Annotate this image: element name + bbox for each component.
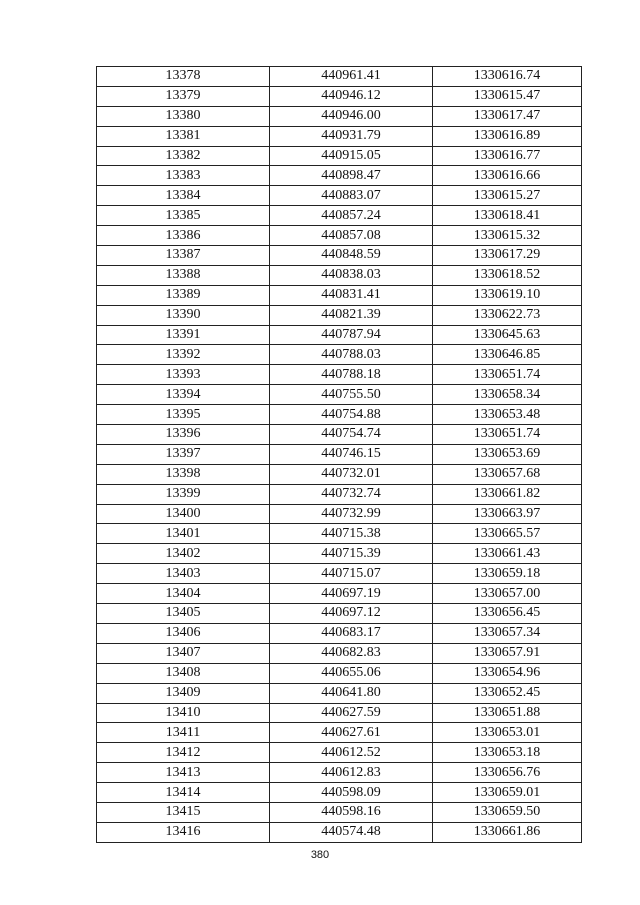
x-coordinate-cell: 440946.12	[270, 86, 433, 106]
table-row	[97, 365, 582, 385]
y-coordinate-cell: 1330618.41	[433, 206, 582, 226]
y-coordinate-cell: 1330616.77	[433, 146, 582, 166]
point-id-cell: 13391	[97, 325, 270, 345]
y-coordinate-cell: 1330657.68	[433, 464, 582, 484]
table-row	[97, 246, 582, 266]
y-coordinate-cell: 1330616.74	[433, 67, 582, 87]
x-coordinate-cell: 440627.59	[270, 703, 433, 723]
point-id-cell: 13398	[97, 464, 270, 484]
y-coordinate-cell: 1330616.66	[433, 166, 582, 186]
point-id-cell: 13386	[97, 226, 270, 246]
table-row	[97, 604, 582, 624]
y-coordinate-cell: 1330659.01	[433, 783, 582, 803]
table-row	[97, 385, 582, 405]
y-coordinate-cell: 1330645.63	[433, 325, 582, 345]
table-row	[97, 524, 582, 544]
x-coordinate-cell: 440715.07	[270, 564, 433, 584]
y-coordinate-cell: 1330661.82	[433, 484, 582, 504]
table-row	[97, 106, 582, 126]
y-coordinate-cell: 1330657.34	[433, 623, 582, 643]
point-id-cell: 13379	[97, 86, 270, 106]
point-id-cell: 13381	[97, 126, 270, 146]
y-coordinate-cell: 1330665.57	[433, 524, 582, 544]
point-id-cell: 13397	[97, 444, 270, 464]
y-coordinate-cell: 1330663.97	[433, 504, 582, 524]
point-id-cell: 13403	[97, 564, 270, 584]
y-coordinate-cell: 1330652.45	[433, 683, 582, 703]
x-coordinate-cell: 440627.61	[270, 723, 433, 743]
x-coordinate-cell: 440732.99	[270, 504, 433, 524]
table-row	[97, 643, 582, 663]
x-coordinate-cell: 440755.50	[270, 385, 433, 405]
y-coordinate-cell: 1330653.18	[433, 743, 582, 763]
y-coordinate-cell: 1330654.96	[433, 663, 582, 683]
table-row	[97, 86, 582, 106]
table-row	[97, 723, 582, 743]
table-row	[97, 305, 582, 325]
table-row	[97, 763, 582, 783]
y-coordinate-cell: 1330617.47	[433, 106, 582, 126]
y-coordinate-cell: 1330653.69	[433, 444, 582, 464]
y-coordinate-cell: 1330657.91	[433, 643, 582, 663]
point-id-cell: 13387	[97, 246, 270, 266]
x-coordinate-cell: 440746.15	[270, 444, 433, 464]
point-id-cell: 13415	[97, 802, 270, 822]
y-coordinate-cell: 1330651.74	[433, 425, 582, 445]
table-row	[97, 623, 582, 643]
y-coordinate-cell: 1330618.52	[433, 265, 582, 285]
x-coordinate-cell: 440732.74	[270, 484, 433, 504]
coordinate-table-body	[97, 67, 582, 843]
point-id-cell: 13400	[97, 504, 270, 524]
y-coordinate-cell: 1330657.00	[433, 584, 582, 604]
y-coordinate-cell: 1330653.01	[433, 723, 582, 743]
table-row	[97, 783, 582, 803]
table-row	[97, 444, 582, 464]
table-row	[97, 265, 582, 285]
point-id-cell: 13407	[97, 643, 270, 663]
point-id-cell: 13385	[97, 206, 270, 226]
y-coordinate-cell: 1330615.27	[433, 186, 582, 206]
table-row	[97, 544, 582, 564]
table-row	[97, 683, 582, 703]
x-coordinate-cell: 440915.05	[270, 146, 433, 166]
x-coordinate-cell: 440655.06	[270, 663, 433, 683]
table-row	[97, 464, 582, 484]
point-id-cell: 13393	[97, 365, 270, 385]
x-coordinate-cell: 440946.00	[270, 106, 433, 126]
x-coordinate-cell: 440697.12	[270, 604, 433, 624]
point-id-cell: 13402	[97, 544, 270, 564]
x-coordinate-cell: 440682.83	[270, 643, 433, 663]
x-coordinate-cell: 440821.39	[270, 305, 433, 325]
y-coordinate-cell: 1330656.45	[433, 604, 582, 624]
x-coordinate-cell: 440641.80	[270, 683, 433, 703]
point-id-cell: 13383	[97, 166, 270, 186]
x-coordinate-cell: 440788.18	[270, 365, 433, 385]
y-coordinate-cell: 1330617.29	[433, 246, 582, 266]
point-id-cell: 13416	[97, 822, 270, 842]
x-coordinate-cell: 440598.09	[270, 783, 433, 803]
y-coordinate-cell: 1330661.86	[433, 822, 582, 842]
y-coordinate-cell: 1330656.76	[433, 763, 582, 783]
table-row	[97, 802, 582, 822]
point-id-cell: 13378	[97, 67, 270, 87]
page-number: 380	[310, 849, 330, 861]
point-id-cell: 13413	[97, 763, 270, 783]
table-row	[97, 146, 582, 166]
x-coordinate-cell: 440574.48	[270, 822, 433, 842]
x-coordinate-cell: 440931.79	[270, 126, 433, 146]
table-row	[97, 186, 582, 206]
table-row	[97, 67, 582, 87]
table-row	[97, 425, 582, 445]
coordinate-table	[96, 66, 582, 843]
table-row	[97, 584, 582, 604]
point-id-cell: 13408	[97, 663, 270, 683]
point-id-cell: 13409	[97, 683, 270, 703]
x-coordinate-cell: 440715.39	[270, 544, 433, 564]
x-coordinate-cell: 440831.41	[270, 285, 433, 305]
point-id-cell: 13395	[97, 405, 270, 425]
table-row	[97, 484, 582, 504]
y-coordinate-cell: 1330646.85	[433, 345, 582, 365]
table-row	[97, 325, 582, 345]
x-coordinate-cell: 440754.74	[270, 425, 433, 445]
point-id-cell: 13411	[97, 723, 270, 743]
y-coordinate-cell: 1330622.73	[433, 305, 582, 325]
x-coordinate-cell: 440732.01	[270, 464, 433, 484]
table-row	[97, 226, 582, 246]
point-id-cell: 13412	[97, 743, 270, 763]
x-coordinate-cell: 440788.03	[270, 345, 433, 365]
point-id-cell: 13404	[97, 584, 270, 604]
x-coordinate-cell: 440898.47	[270, 166, 433, 186]
table-row	[97, 166, 582, 186]
y-coordinate-cell: 1330659.18	[433, 564, 582, 584]
table-row	[97, 285, 582, 305]
point-id-cell: 13394	[97, 385, 270, 405]
x-coordinate-cell: 440754.88	[270, 405, 433, 425]
table-row	[97, 743, 582, 763]
table-row	[97, 126, 582, 146]
table-row	[97, 405, 582, 425]
y-coordinate-cell: 1330615.47	[433, 86, 582, 106]
x-coordinate-cell: 440697.19	[270, 584, 433, 604]
y-coordinate-cell: 1330616.89	[433, 126, 582, 146]
x-coordinate-cell: 440961.41	[270, 67, 433, 87]
point-id-cell: 13389	[97, 285, 270, 305]
point-id-cell: 13392	[97, 345, 270, 365]
point-id-cell: 13401	[97, 524, 270, 544]
y-coordinate-cell: 1330619.10	[433, 285, 582, 305]
y-coordinate-cell: 1330651.88	[433, 703, 582, 723]
y-coordinate-cell: 1330661.43	[433, 544, 582, 564]
x-coordinate-cell: 440857.24	[270, 206, 433, 226]
point-id-cell: 13414	[97, 783, 270, 803]
x-coordinate-cell: 440857.08	[270, 226, 433, 246]
point-id-cell: 13406	[97, 623, 270, 643]
y-coordinate-cell: 1330615.32	[433, 226, 582, 246]
point-id-cell: 13390	[97, 305, 270, 325]
point-id-cell: 13405	[97, 604, 270, 624]
y-coordinate-cell: 1330651.74	[433, 365, 582, 385]
table-row	[97, 663, 582, 683]
point-id-cell: 13382	[97, 146, 270, 166]
x-coordinate-cell: 440612.83	[270, 763, 433, 783]
y-coordinate-cell: 1330653.48	[433, 405, 582, 425]
x-coordinate-cell: 440715.38	[270, 524, 433, 544]
x-coordinate-cell: 440787.94	[270, 325, 433, 345]
table-row	[97, 504, 582, 524]
x-coordinate-cell: 440598.16	[270, 802, 433, 822]
point-id-cell: 13410	[97, 703, 270, 723]
table-row	[97, 206, 582, 226]
point-id-cell: 13396	[97, 425, 270, 445]
y-coordinate-cell: 1330659.50	[433, 802, 582, 822]
x-coordinate-cell: 440683.17	[270, 623, 433, 643]
table-row	[97, 703, 582, 723]
x-coordinate-cell: 440848.59	[270, 246, 433, 266]
point-id-cell: 13399	[97, 484, 270, 504]
table-row	[97, 564, 582, 584]
x-coordinate-cell: 440838.03	[270, 265, 433, 285]
point-id-cell: 13388	[97, 265, 270, 285]
y-coordinate-cell: 1330658.34	[433, 385, 582, 405]
table-row	[97, 822, 582, 842]
x-coordinate-cell: 440883.07	[270, 186, 433, 206]
x-coordinate-cell: 440612.52	[270, 743, 433, 763]
point-id-cell: 13380	[97, 106, 270, 126]
point-id-cell: 13384	[97, 186, 270, 206]
table-row	[97, 345, 582, 365]
